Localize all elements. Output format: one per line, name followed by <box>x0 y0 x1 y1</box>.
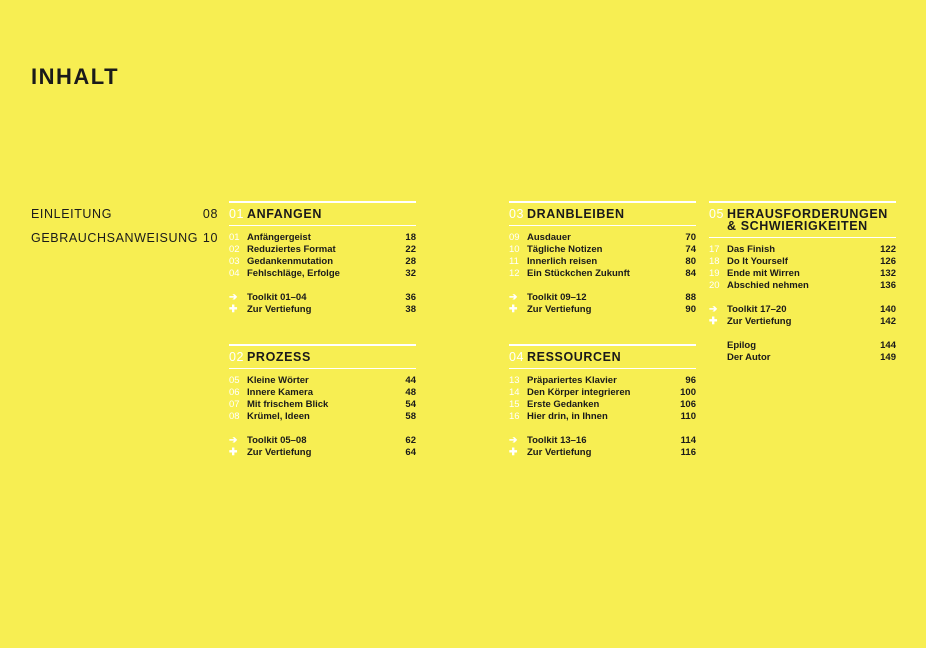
entry-label: Toolkit 01–04 <box>247 292 307 303</box>
section-title: ANFANGEN <box>247 207 322 221</box>
arrow-right-icon: ➔ <box>509 292 518 303</box>
entry-page: 90 <box>685 304 696 315</box>
entry-label: Das Finish <box>727 244 776 255</box>
entry-label: Innerlich reisen <box>527 256 598 267</box>
section-prozess <box>229 344 416 459</box>
entry-page: 28 <box>405 256 416 267</box>
intro-item-gebrauchsanweisung[interactable] <box>31 231 218 255</box>
arrow-right-icon: ➔ <box>709 304 718 315</box>
entry-page: 122 <box>880 244 896 255</box>
toc-entry[interactable] <box>509 387 696 399</box>
section-title-line-1: HERAUSFORDERUNGEN <box>727 207 888 221</box>
section-dranbleiben <box>509 201 696 316</box>
entry-page: 100 <box>680 387 696 398</box>
entry-label: Kleine Wörter <box>247 375 309 386</box>
entry-number: 04 <box>229 268 240 279</box>
toc-entry[interactable] <box>509 244 696 256</box>
section-number: 03 <box>509 207 525 221</box>
entry-label: Präpariertes Klavier <box>527 375 617 386</box>
entry-label: Krümel, Ideen <box>247 411 310 422</box>
entry-page: 80 <box>685 256 696 267</box>
entry-number: 02 <box>229 244 240 255</box>
toc-entry[interactable] <box>509 411 696 423</box>
entry-number: 09 <box>509 232 520 243</box>
intro-label: GEBRAUCHSANWEISUNG <box>31 231 199 245</box>
entry-label: Erste Gedanken <box>527 399 600 410</box>
entry-label: Den Körper integrieren <box>527 387 631 398</box>
page-title: INHALT <box>31 64 120 89</box>
toolkit-entry[interactable] <box>509 435 696 447</box>
entry-page: 48 <box>405 387 416 398</box>
entry-label: Epilog <box>727 340 757 351</box>
entry-number: 06 <box>229 387 240 398</box>
section-title: PROZESS <box>247 350 311 364</box>
toc-entry[interactable] <box>709 268 896 280</box>
section-number: 04 <box>509 350 525 364</box>
plus-icon: ✚ <box>229 304 238 315</box>
plus-icon: ✚ <box>229 447 238 458</box>
plus-icon: ✚ <box>509 447 518 458</box>
entry-page: 84 <box>685 268 696 279</box>
entry-number: 17 <box>709 244 720 255</box>
toc-entry[interactable] <box>229 375 416 387</box>
entry-number: 08 <box>229 411 240 422</box>
section-anfangen <box>229 201 416 316</box>
section-heading[interactable] <box>709 203 896 232</box>
section-heading[interactable] <box>229 346 416 363</box>
entry-label: Mit frischem Blick <box>247 399 329 410</box>
entry-page: 140 <box>880 304 896 315</box>
entry-page: 36 <box>405 292 416 303</box>
section-divider <box>509 368 696 369</box>
entry-label: Zur Vertiefung <box>527 304 592 315</box>
section-title: RESSOURCEN <box>527 350 622 364</box>
entry-number: 10 <box>509 244 520 255</box>
entry-page: 106 <box>680 399 696 410</box>
intro-page: 10 <box>202 231 218 245</box>
arrow-right-icon: ➔ <box>229 435 238 446</box>
vertiefung-entry[interactable] <box>229 304 416 316</box>
entry-number: 15 <box>509 399 520 410</box>
entry-page: 22 <box>405 244 416 255</box>
section-herausforderungen <box>709 201 896 364</box>
toc-entry[interactable] <box>709 256 896 268</box>
section-heading[interactable] <box>229 203 416 220</box>
section-heading[interactable] <box>509 203 696 220</box>
section-title: DRANBLEIBEN <box>527 207 625 221</box>
section-divider <box>229 368 416 369</box>
vertiefung-entry[interactable] <box>229 447 416 459</box>
plus-icon: ✚ <box>509 304 518 315</box>
vertiefung-entry[interactable] <box>509 304 696 316</box>
section-number: 05 <box>709 207 725 221</box>
entry-number: 11 <box>509 256 519 267</box>
toc-entry[interactable] <box>509 375 696 387</box>
entry-page: 142 <box>880 316 896 327</box>
entry-page: 38 <box>405 304 416 315</box>
entry-label: Der Autor <box>727 352 771 363</box>
entry-number: 07 <box>229 399 240 410</box>
entry-label: Zur Vertiefung <box>247 447 312 458</box>
entry-label: Reduziertes Format <box>247 244 336 255</box>
entry-page: 116 <box>680 447 696 458</box>
intro-label: EINLEITUNG <box>31 207 113 221</box>
toc-entry[interactable] <box>509 256 696 268</box>
entry-page: 58 <box>405 411 416 422</box>
entry-label: Ein Stückchen Zukunft <box>527 268 630 279</box>
section-divider <box>509 225 696 226</box>
entry-label: Fehlschläge, Erfolge <box>247 268 340 279</box>
section-number: 02 <box>229 350 245 364</box>
entry-number: 13 <box>509 375 520 386</box>
entry-page: 110 <box>680 411 696 422</box>
toolkit-entry[interactable] <box>509 292 696 304</box>
entry-label: Zur Vertiefung <box>527 447 592 458</box>
toc-entry[interactable] <box>229 244 416 256</box>
section-divider <box>709 237 896 238</box>
entry-label: Toolkit 05–08 <box>247 435 307 446</box>
entry-page: 70 <box>685 232 696 243</box>
entry-page: 62 <box>405 435 416 446</box>
entry-page: 114 <box>680 435 696 446</box>
epilog-entry[interactable] <box>709 340 896 352</box>
entry-page: 126 <box>880 256 896 267</box>
entry-page: 144 <box>880 340 896 351</box>
toc-entry[interactable] <box>709 280 896 292</box>
entry-label: Ende mit Wirren <box>727 268 800 279</box>
intro-item-einleitung[interactable] <box>31 207 218 231</box>
entry-label: Do It Yourself <box>727 256 788 267</box>
entry-label: Ausdauer <box>527 232 571 243</box>
entry-number: 14 <box>509 387 520 398</box>
toolkit-entry[interactable] <box>709 304 896 316</box>
section-number: 01 <box>229 207 245 221</box>
section-title-line-2: & SCHWIERIGKEITEN <box>727 219 868 233</box>
entry-page: 18 <box>405 232 416 243</box>
entry-number: 05 <box>229 375 240 386</box>
entry-number: 16 <box>509 411 520 422</box>
section-heading[interactable] <box>509 346 696 363</box>
toc-entry[interactable] <box>509 232 696 244</box>
intro-list <box>31 207 218 255</box>
entry-label: Anfängergeist <box>247 232 311 243</box>
entry-label: Tägliche Notizen <box>527 244 603 255</box>
arrow-right-icon: ➔ <box>509 435 518 446</box>
toc-entry[interactable] <box>229 256 416 268</box>
toolkit-entry[interactable] <box>229 435 416 447</box>
entry-page: 149 <box>880 352 896 363</box>
arrow-right-icon: ➔ <box>229 292 238 303</box>
toc-entry[interactable] <box>509 399 696 411</box>
entry-label: Zur Vertiefung <box>727 316 792 327</box>
entry-number: 18 <box>709 256 720 267</box>
toc-entry[interactable] <box>229 387 416 399</box>
intro-page: 08 <box>202 207 218 221</box>
entry-page: 64 <box>405 447 416 458</box>
toc-entry[interactable] <box>229 411 416 423</box>
entry-number: 03 <box>229 256 240 267</box>
entry-number: 20 <box>709 280 720 291</box>
entry-page: 136 <box>880 280 896 291</box>
vertiefung-entry[interactable] <box>509 447 696 459</box>
entry-label: Abschied nehmen <box>727 280 809 291</box>
toc-entry[interactable] <box>709 244 896 256</box>
entry-page: 88 <box>685 292 696 303</box>
entry-label: Innere Kamera <box>247 387 314 398</box>
entry-label: Toolkit 09–12 <box>527 292 587 303</box>
entry-number: 12 <box>509 268 520 279</box>
entry-number: 19 <box>709 268 720 279</box>
plus-icon: ✚ <box>709 316 718 327</box>
section-ressourcen <box>509 344 696 459</box>
section-divider <box>229 225 416 226</box>
toc-entry[interactable] <box>229 399 416 411</box>
entry-page: 96 <box>685 375 696 386</box>
entry-label: Zur Vertiefung <box>247 304 312 315</box>
entry-label: Toolkit 17–20 <box>727 304 787 315</box>
autor-entry[interactable] <box>709 352 896 364</box>
entry-page: 74 <box>685 244 696 255</box>
entry-number: 01 <box>229 232 240 243</box>
entry-label: Toolkit 13–16 <box>527 435 587 446</box>
toc-entry[interactable] <box>509 268 696 280</box>
toc-entry[interactable] <box>229 232 416 244</box>
entry-page: 44 <box>405 375 416 386</box>
toc-entry[interactable] <box>229 268 416 280</box>
toolkit-entry[interactable] <box>229 292 416 304</box>
entry-page: 132 <box>880 268 896 279</box>
entry-page: 32 <box>405 268 416 279</box>
vertiefung-entry[interactable] <box>709 316 896 328</box>
entry-label: Hier drin, in Ihnen <box>527 411 608 422</box>
entry-page: 54 <box>405 399 416 410</box>
entry-label: Gedankenmutation <box>247 256 334 267</box>
section-title <box>727 208 896 232</box>
